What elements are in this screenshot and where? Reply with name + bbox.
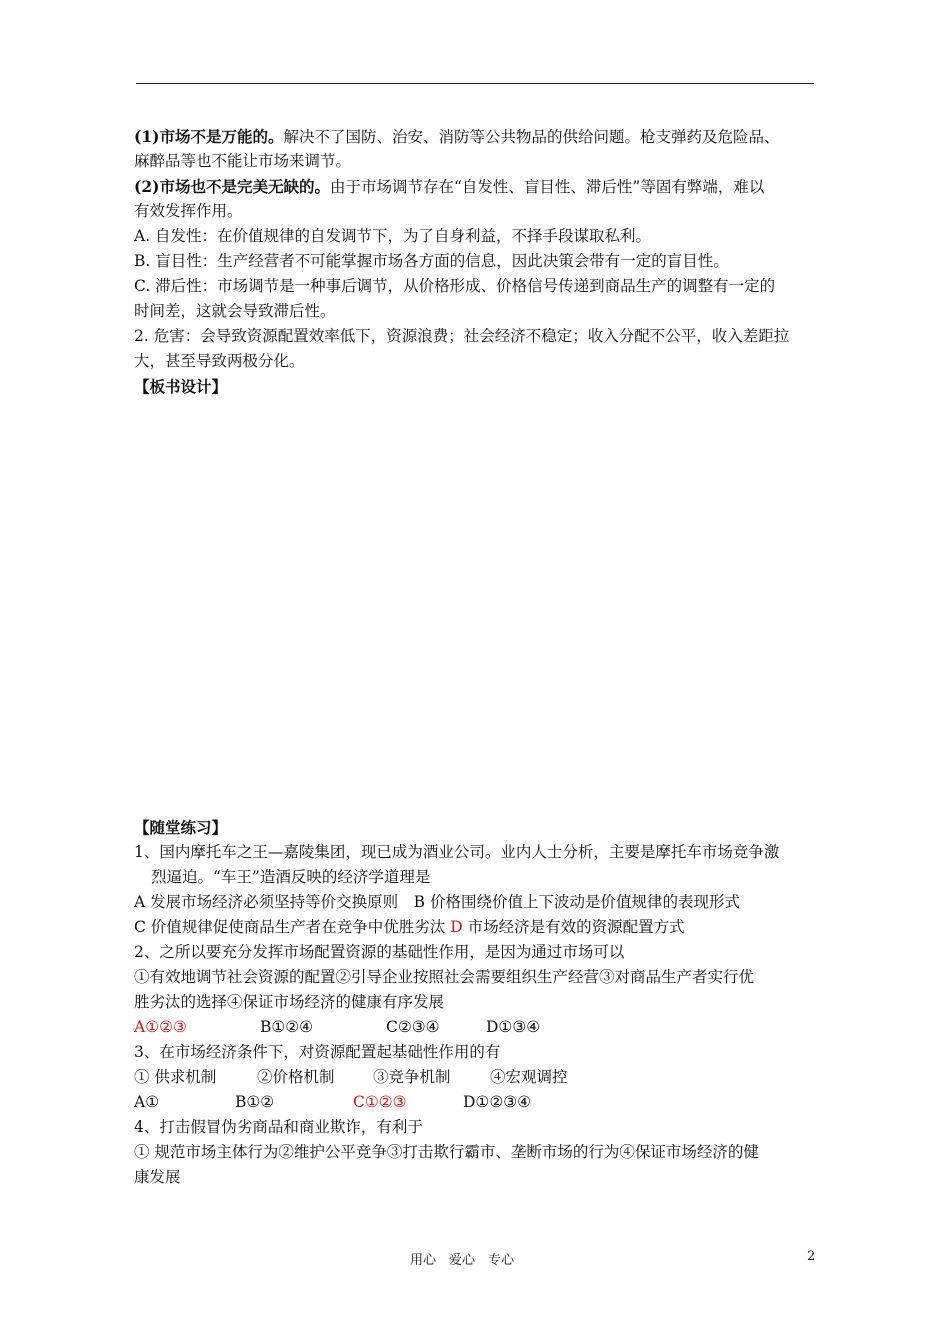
board-design-heading <box>134 374 818 399</box>
statement-1: ① 供求机制 <box>134 1068 217 1086</box>
question-1: 1、国内摩托车之王—嘉陵集团，现已成为酒业公司。业内人士分析，主要是摩托车市场竞争激 <box>134 843 780 861</box>
item-blindness: B. 盲目性：生产经营者不可能掌握市场各方面的信息，因此决策会带有一定的盲目性。 <box>134 252 729 270</box>
page-number: 2 <box>807 1249 816 1264</box>
paragraph-market-not-perfect <box>134 174 818 199</box>
question-1-continuation: 烈逼迫。“车王”造酒反映的经济学道理是 <box>151 868 431 886</box>
paragraph-continuation: 有效发挥作用。 <box>134 202 243 220</box>
question-3-options <box>134 1090 818 1115</box>
question-4: 4、打击假冒伪劣商品和商业欺诈，有利于 <box>134 1118 423 1136</box>
statement-4: ④宏观调控 <box>490 1068 568 1086</box>
board-design-label: 【板书设计】 <box>134 377 228 396</box>
answer-letter-d: D <box>450 918 463 936</box>
option-a: A①②③ <box>134 1018 187 1036</box>
question-2-statements-continuation: 胜劣汰的选择④保证市场经济的健康有序发展 <box>134 993 445 1011</box>
header-rule <box>136 83 814 84</box>
practice-heading <box>134 815 818 840</box>
option-b: B①② <box>235 1093 275 1111</box>
question-2: 2、之所以要充分发挥市场配置资源的基础性作用，是因为通过市场可以 <box>134 943 625 961</box>
question-3-statements <box>134 1065 818 1090</box>
bold-heading-1: (1)市场不是万能的。 <box>134 127 284 146</box>
paragraph-market-not-omnipotent <box>134 124 818 149</box>
bold-heading-2: (2)市场也不是完美无缺的。 <box>134 177 330 196</box>
question-1-options-ab: A 发展市场经济必须坚持等价交换原则 B 价格围绕价值上下波动是价值规律的表现形式 <box>134 893 740 911</box>
item-spontaneity: A. 自发性：在价值规律的自发调节下，为了自身利益，不择手段谋取私利。 <box>134 227 652 245</box>
option-c: C 价值规律促使商品生产者在竞争中优胜劣汰 <box>134 918 451 936</box>
option-d: 市场经济是有效的资源配置方式 <box>462 918 685 936</box>
question-2-statements: ①有效地调节社会资源的配置②引导企业按照社会需要组织生产经营③对商品生产者实行优 <box>134 968 755 986</box>
item-harm-continuation: 大，甚至导致两极分化。 <box>134 352 305 370</box>
option-d: D①③④ <box>486 1018 541 1036</box>
practice-heading-label: 【随堂练习】 <box>134 818 228 837</box>
paragraph-text: 由于市场调节存在“自发性、盲目性、滞后性”等固有弊端，难以 <box>329 178 765 196</box>
paragraph-continuation: 麻醉品等也不能让市场来调节。 <box>134 152 352 170</box>
option-c: C①②③ <box>353 1093 407 1111</box>
question-2-options <box>134 1015 818 1040</box>
page-content <box>134 124 818 1190</box>
blank-board-area <box>134 399 818 815</box>
item-lag-continuation: 时间差，这就会导致滞后性。 <box>134 302 336 320</box>
item-harm: 2. 危害：会导致资源配置效率低下，资源浪费；社会经济不稳定；收入分配不公平，收入差距拉 <box>134 327 790 345</box>
question-1-options-cd <box>134 915 818 940</box>
option-c: C②③④ <box>386 1018 440 1036</box>
footer-motto: 用心 爱心 专心 <box>410 1253 515 1268</box>
question-3: 3、在市场经济条件下，对资源配置起基础性作用的有 <box>134 1043 501 1061</box>
option-d: D①②③④ <box>463 1093 532 1111</box>
question-4-statements-continuation: 康发展 <box>134 1168 181 1186</box>
paragraph-text: 解决不了国防、治安、消防等公共物品的供给问题。枪支弹药及危险品、 <box>283 128 780 146</box>
option-a: A① <box>134 1093 160 1111</box>
option-b: B①②④ <box>260 1018 314 1036</box>
statement-3: ③竞争机制 <box>373 1068 451 1086</box>
statement-2: ②价格机制 <box>257 1068 335 1086</box>
question-4-statements: ① 规范市场主体行为②维护公平竞争③打击欺行霸市、垄断市场的行为④保证市场经济的健 <box>134 1143 759 1161</box>
item-lag: C. 滞后性：市场调节是一种事后调节，从价格形成、价格信号传递到商品生产的调整有一定的 <box>134 277 776 295</box>
